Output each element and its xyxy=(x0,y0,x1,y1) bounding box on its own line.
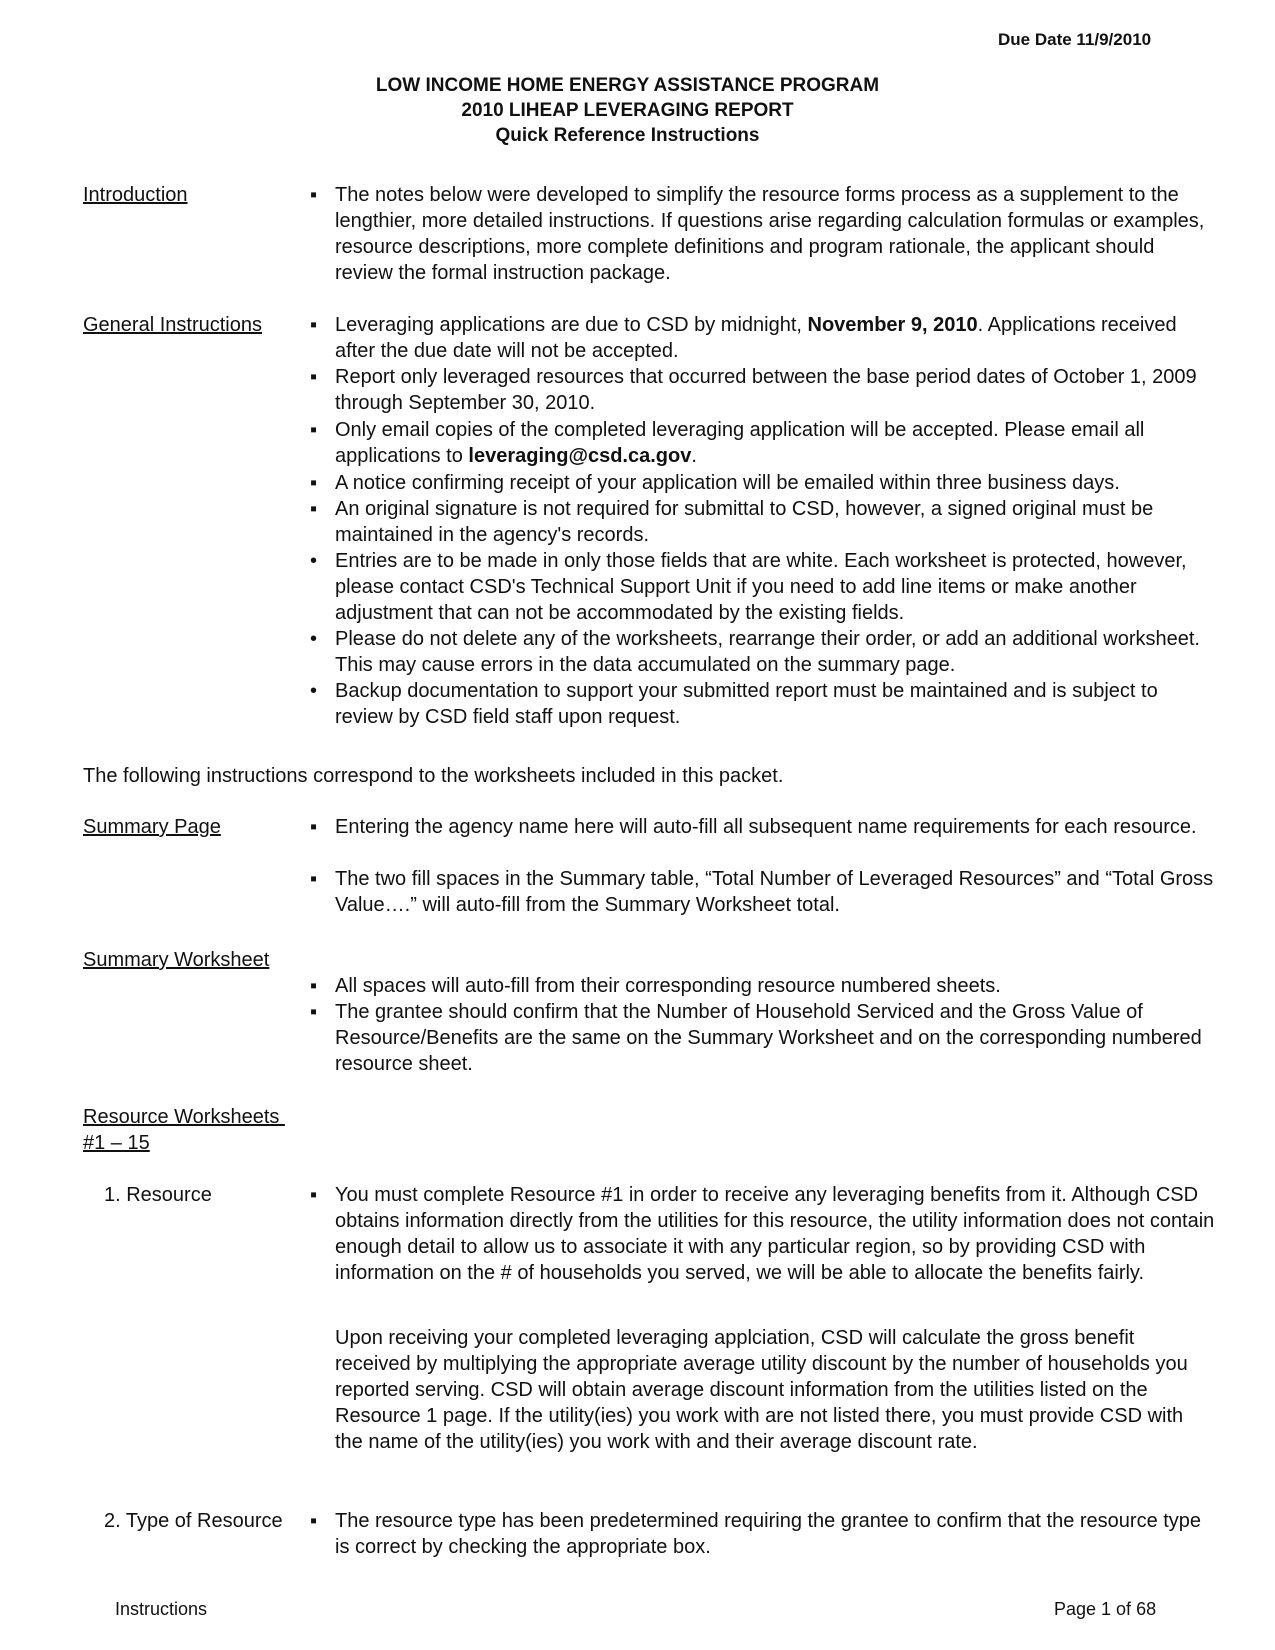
bullet-square: ▪ xyxy=(310,366,318,388)
bullet-square: ▪ xyxy=(310,816,318,838)
general-bullet-1: Leveraging applications are due to CSD by midnight, November 9, 2010. Applications received after the due date will not be accepted. xyxy=(335,314,1177,362)
type-of-resource-bullet-1: The resource type has been predetermined requiring the grantee to confirm that the resource type is correct by checking the appropriate box. xyxy=(335,1510,1202,1558)
title-line-3: Quick Reference Instructions xyxy=(495,125,760,146)
section-label-introduction: Introduction xyxy=(83,184,188,206)
bullet-square: ▪ xyxy=(310,975,318,997)
summary-page-bullet-2: The two fill spaces in the Summary table, “Total Number of Leveraged Resources” and “Total Gross Value….” will auto-fill from the Summary Worksheet total. xyxy=(335,868,1214,916)
bullet-dot: • xyxy=(310,628,318,650)
general-bullet-3: Only email copies of the completed leveraging application will be accepted. Please email all applications to leveraging@csd.ca.gov. xyxy=(335,419,1145,467)
bullet-square: ▪ xyxy=(310,419,318,441)
section-label-summary-page: Summary Page xyxy=(83,816,221,838)
bullet-square: ▪ xyxy=(310,1184,318,1206)
general-bullet-4: A notice confirming receipt of your application will be emailed within three business days. xyxy=(335,472,1120,494)
general-bullet-7: Please do not delete any of the worksheets, rearrange their order, or add an additional worksheet. This may cause errors in the data accumulated on the summary page. xyxy=(335,628,1200,676)
due-date: Due Date 11/9/2010 xyxy=(998,30,1152,49)
bullet-square: ▪ xyxy=(310,498,318,520)
title-line-2: 2010 LIHEAP LEVERAGING REPORT xyxy=(461,100,794,121)
bullet-dot: • xyxy=(310,550,318,572)
section-label-resource-worksheets: Resource Worksheets xyxy=(83,1106,285,1128)
footer-page-number: Page 1 of 68 xyxy=(1054,1599,1157,1619)
resource-paragraph: Upon receiving your completed leveraging applciation, CSD will calculate the gross benefit received by multiplying the appropriate average utility discount by the number of households you reported serving. CSD will obtain average discount information from the utilities listed on the Resource 1 page. If the utility(ies) you work with are not listed there, you must provide CSD with the name of the utility(ies) you work with and their average discount rate. xyxy=(335,1327,1188,1453)
general-bullet-8: Backup documentation to support your submitted report must be maintained and is subject to review by CSD field staff upon request. xyxy=(335,680,1158,728)
item-label-resource: 1. Resource xyxy=(104,1184,212,1206)
bullet-square: ▪ xyxy=(310,868,318,890)
bullet-square: ▪ xyxy=(310,1001,318,1023)
summary-page-bullet-1: Entering the agency name here will auto-fill all subsequent name requirements for each resource. xyxy=(335,816,1197,838)
title-line-1: LOW INCOME HOME ENERGY ASSISTANCE PROGRAM xyxy=(375,75,880,96)
worksheets-intro-text: The following instructions correspond to the worksheets included in this packet. xyxy=(83,765,784,787)
section-label-general: General Instructions xyxy=(83,314,262,336)
summary-worksheet-bullet-1: All spaces will auto-fill from their corresponding resource numbered sheets. xyxy=(335,975,1001,997)
general-bullet-5: An original signature is not required for submittal to CSD, however, a signed original must be maintained in the agency's records. xyxy=(335,498,1154,546)
item-label-type-of-resource: 2. Type of Resource xyxy=(104,1510,283,1532)
section-label-summary-worksheet: Summary Worksheet xyxy=(83,949,270,971)
resource-bullet-1: You must complete Resource #1 in order to receive any leveraging benefits from it. Although CSD obtains information directly from the utilities for this resource, the utility information does not contain enough detail to allow us to associate it with any particular region, so by providing CSD with information on the # of households you served, we will be able to allocate the benefits fairly. xyxy=(335,1184,1215,1284)
general-bullet-6: Entries are to be made in only those fields that are white. Each worksheet is protected, however, please contact CSD's Technical Support Unit if you need to add line items or make another adjustment that can not be accommodated by the existing fields. xyxy=(335,550,1187,624)
intro-bullet-1: The notes below were developed to simplify the resource forms process as a supplement to the lengthier, more detailed instructions. If questions arise regarding calculation formulas or examples, resource descriptions, more complete definitions and program rationale, the applicant should review the formal instruction package. xyxy=(335,184,1205,284)
footer-section-name: Instructions xyxy=(115,1599,208,1619)
bullet-square: ▪ xyxy=(310,1510,318,1532)
summary-worksheet-bullet-2: The grantee should confirm that the Number of Household Serviced and the Gross Value of Resource/Benefits are the same on the Summary Worksheet and on the corresponding numbered resource sheet. xyxy=(335,1001,1202,1075)
bullet-dot: • xyxy=(310,680,318,702)
section-label-resource-range: #1 – 15 xyxy=(83,1132,150,1154)
bullet-square: ▪ xyxy=(310,314,318,336)
bullet-square: ▪ xyxy=(310,472,318,494)
bullet-square: ▪ xyxy=(310,184,318,206)
general-bullet-2: Report only leveraged resources that occurred between the base period dates of October 1, 2009 through September 30, 2010. xyxy=(335,366,1197,414)
